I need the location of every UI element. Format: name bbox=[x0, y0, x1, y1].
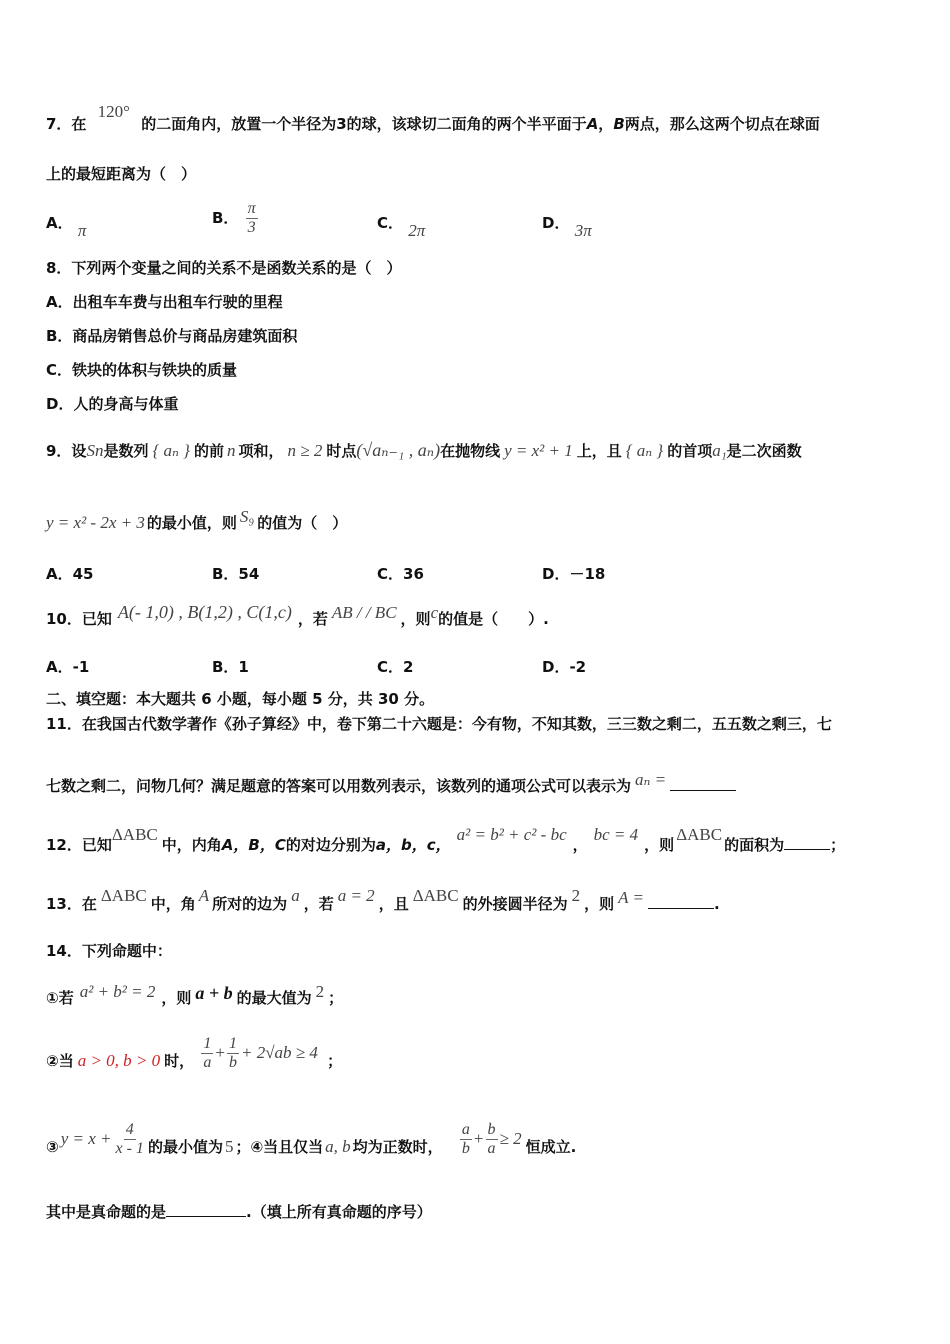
q10-text1: ，若 bbox=[297, 610, 328, 628]
section-2-heading: 二、填空题：本大题共 6 小题，每小题 5 分，共 30 分。 bbox=[46, 690, 435, 708]
q7-point-b: B bbox=[613, 115, 625, 133]
q14-final-end: .（填上所有真命题的序号） bbox=[246, 1203, 432, 1221]
q13-radius: 2 bbox=[571, 886, 581, 905]
q9-n: n bbox=[226, 441, 236, 460]
q9-number: 9．设 bbox=[46, 442, 87, 460]
q7-option-d bbox=[542, 212, 592, 240]
q14-p4-frac2-num: b bbox=[487, 1121, 496, 1138]
q9-line2 bbox=[46, 507, 348, 533]
q14-p2-frac2-den: b bbox=[229, 1054, 237, 1071]
q9-point: (√aₙ₋₁ , aₙ) bbox=[356, 440, 441, 460]
q9-text1: 是数列 bbox=[103, 442, 149, 460]
q14-final-text: 其中是真命题的是 bbox=[46, 1203, 167, 1221]
q10-option-a: A．-1 bbox=[46, 658, 90, 676]
q9-text3: 项和， bbox=[238, 442, 284, 460]
q14-p1-text2: 的最大值为 bbox=[236, 989, 312, 1007]
q7-option-b bbox=[212, 200, 260, 237]
q7-option-d-value: 3π bbox=[574, 221, 592, 240]
q9-a1: a₁ bbox=[712, 441, 727, 460]
q9-text5: 在抛物线 bbox=[440, 442, 501, 460]
q12-answer-blank[interactable] bbox=[784, 835, 830, 850]
q14-p2-frac2 bbox=[227, 1035, 239, 1072]
q13-side-a: a bbox=[291, 886, 300, 905]
q14-p2-frac1 bbox=[201, 1035, 213, 1072]
q13-text2: 所对的边为 bbox=[212, 895, 288, 913]
q14-p3-prefix: ③ bbox=[46, 1138, 59, 1156]
q14-p2-frac1-den: a bbox=[203, 1054, 212, 1071]
q7-number: 7．在 bbox=[46, 115, 87, 133]
q9-option-b: B．54 bbox=[212, 565, 260, 583]
q14-answer-blank[interactable] bbox=[166, 1202, 246, 1217]
q13-text4: ，且 bbox=[378, 895, 409, 913]
q13-text3: ，若 bbox=[303, 895, 334, 913]
q13-angle-a: A bbox=[198, 886, 210, 905]
q13-text1: 中，角 bbox=[150, 895, 196, 913]
q13-triangle: ΔABC bbox=[100, 886, 147, 905]
q7-comma: ， bbox=[598, 115, 614, 133]
q12-end: ； bbox=[830, 836, 846, 854]
q9-text9: 的最小值，则 bbox=[146, 514, 237, 532]
q14-final bbox=[46, 1202, 432, 1222]
q9-an-set-2: { aₙ } bbox=[625, 441, 664, 460]
q14-prop1 bbox=[46, 982, 344, 1008]
q12-text2: 的对边分别为 bbox=[285, 836, 376, 854]
q14-p2-frac2-num: 1 bbox=[229, 1035, 237, 1052]
q14-p1-text: ，则 bbox=[161, 989, 192, 1007]
q7-option-c-value: 2π bbox=[408, 221, 426, 240]
q7-line1 bbox=[46, 102, 820, 134]
q7-option-b-numerator: π bbox=[247, 200, 256, 217]
q7-option-c bbox=[377, 212, 426, 240]
q12-number: 12．已知 bbox=[46, 836, 112, 854]
q8-option-b: B．商品房销售总价与商品房建筑面积 bbox=[46, 327, 298, 345]
q7-text2: 的球，该球切二面角的两个半平面于 bbox=[346, 115, 587, 133]
q7-option-a bbox=[46, 212, 87, 240]
q12-separator: ， bbox=[572, 836, 588, 854]
q8-option-a: A．出租车车费与出租车行驶的里程 bbox=[46, 293, 283, 311]
q8-stem: 8．下列两个变量之间的关系不是函数关系的是（ ） bbox=[46, 259, 402, 277]
q14-p3-text3: 均为正数时， bbox=[352, 1138, 443, 1156]
q9-text4: 时点 bbox=[326, 442, 357, 460]
q9-sn: Sn bbox=[86, 441, 104, 460]
q7-angle: 120° bbox=[97, 102, 130, 121]
q9-s9: S₉ bbox=[239, 507, 255, 526]
q8-option-c: C．铁块的体积与铁块的质量 bbox=[46, 361, 238, 379]
q9-text10: 的值为（ ） bbox=[257, 514, 348, 532]
q14-p3-frac-num: 4 bbox=[125, 1121, 134, 1138]
q14-p1-prefix: ①若 bbox=[46, 989, 74, 1007]
q9-text2: 的前 bbox=[193, 442, 224, 460]
q9-quadratic: y = x² - 2x + 3 bbox=[46, 513, 145, 532]
q14-p4-end: 恒成立. bbox=[525, 1138, 577, 1156]
q14-p2-frac1-num: 1 bbox=[203, 1035, 212, 1052]
q8-option-d: D．人的身高与体重 bbox=[46, 395, 179, 413]
q14-p4-frac2 bbox=[486, 1121, 498, 1158]
q13-number: 13．在 bbox=[46, 895, 97, 913]
q13-text6: ，则 bbox=[584, 895, 615, 913]
q14-p1-value: 2 bbox=[315, 982, 325, 1001]
q10-c: c bbox=[430, 603, 439, 622]
q7-line2: 上的最短距离为（ ） bbox=[46, 165, 197, 183]
q14-p1-sum: a + b bbox=[195, 983, 233, 1003]
q9-text8: 是二次函数 bbox=[726, 442, 802, 460]
q14-p4-frac2-den: a bbox=[487, 1140, 496, 1157]
q12-sides: a，b，c， bbox=[375, 836, 451, 854]
q10-option-c: C．2 bbox=[377, 658, 414, 676]
q14-p2-end: ； bbox=[327, 1052, 343, 1070]
q7-text3: 两点，那么这两个切点在球面 bbox=[624, 115, 820, 133]
q7-option-b-label: B． bbox=[212, 209, 239, 227]
q13-line bbox=[46, 886, 720, 914]
q12-equation1: a² = b² + c² - bc bbox=[456, 825, 567, 844]
q7-option-b-denominator: 3 bbox=[247, 219, 256, 236]
q9-an-set: { aₙ } bbox=[152, 441, 190, 460]
q14-p3-text: 的最小值为 bbox=[147, 1138, 223, 1156]
q13-end: . bbox=[713, 895, 720, 913]
q9-option-a: A．45 bbox=[46, 565, 94, 583]
q7-option-c-label: C． bbox=[377, 214, 404, 232]
q9-option-d: D．－18 bbox=[542, 565, 606, 583]
q7-option-a-value: π bbox=[77, 221, 87, 240]
q14-p1-end: ； bbox=[328, 989, 344, 1007]
q10-points: A(- 1,0) , B(1,2) , C(1,c) bbox=[117, 602, 292, 622]
q12-triangle: ΔABC bbox=[111, 825, 158, 844]
q9-text7: 的首项 bbox=[667, 442, 713, 460]
q14-p3-y: y = x + bbox=[60, 1129, 112, 1148]
q14-prop2: ②当 a > 0, b > 0 时， $\frac{1}{a}$ + $\frac{1}{b}$ + 2√ab ≥ 4 ； bbox=[46, 1035, 343, 1071]
q10-text2: ，则 bbox=[400, 610, 431, 628]
q14-p4-rest: ≥ 2 bbox=[499, 1129, 522, 1148]
q14-p4-frac1-den: b bbox=[461, 1140, 470, 1157]
q7-point-a: A bbox=[586, 115, 599, 133]
q9-option-c: C．36 bbox=[377, 565, 424, 583]
q12-angles: A，B，C bbox=[221, 836, 286, 854]
q10-condition: AB / / BC bbox=[331, 603, 397, 622]
q13-answer-blank[interactable] bbox=[648, 894, 714, 909]
q14-p2-condition: a > 0, b > 0 bbox=[77, 1051, 161, 1070]
q14-p2-rest: + 2√ab ≥ 4 bbox=[241, 1043, 318, 1062]
q13-text5: 的外接圆半径为 bbox=[462, 895, 568, 913]
q12-text1: 中，内角 bbox=[161, 836, 222, 854]
q10-line bbox=[46, 602, 549, 629]
q14-p4-frac1 bbox=[460, 1121, 472, 1158]
q14-p2-prefix: ②当 bbox=[46, 1052, 74, 1070]
q14-prop3: ③ y = x + $\frac{4}{x - 1}$ 的最小值为 5 ；④当且仅当 a, b 均为正数时， $\frac{a}{b}$ + $\frac{b}{a}$ ≥ 2 恒成立. bbox=[46, 1121, 577, 1157]
q9-line1 bbox=[46, 440, 802, 461]
q10-number: 10．已知 bbox=[46, 610, 112, 628]
q13-triangle-2: ΔABC bbox=[412, 886, 459, 905]
q13-a-equals: A = bbox=[618, 888, 644, 907]
q14-p3-frac-den: x - 1 bbox=[115, 1140, 144, 1157]
q10-option-d: D．-2 bbox=[542, 658, 587, 676]
q14-stem: 14．下列命题中： bbox=[46, 942, 172, 960]
q14-p3-frac bbox=[114, 1121, 146, 1158]
q11-an: aₙ = bbox=[635, 770, 667, 789]
q7-option-a-label: A． bbox=[46, 214, 73, 232]
q7-radius: 3 bbox=[336, 115, 347, 133]
q12-text3: ，则 bbox=[644, 836, 675, 854]
q14-p3-text2: ；④当且仅当 bbox=[235, 1138, 324, 1156]
q12-line bbox=[46, 825, 846, 855]
q11-line1: 11．在我国古代数学著作《孙子算经》中，卷下第二十六题是：今有物，不知其数，三三数之剩二，五五数之剩三，七 bbox=[46, 715, 832, 733]
q12-equation2: bc = 4 bbox=[593, 825, 639, 844]
q14-p3-ab: a, b bbox=[325, 1137, 351, 1156]
q7-option-d-label: D． bbox=[542, 214, 570, 232]
q11-line2 bbox=[46, 770, 736, 796]
q7-text1: 的二面角内，放置一个半径为 bbox=[141, 115, 337, 133]
q12-text4: 的面积为 bbox=[724, 836, 785, 854]
q14-p4-frac1-num: a bbox=[461, 1121, 470, 1138]
q12-triangle-2: ΔABC bbox=[676, 825, 723, 844]
q9-text6: 上，且 bbox=[576, 442, 622, 460]
q9-parabola: y = x² + 1 bbox=[504, 441, 573, 460]
q10-text3: 的值是（ ）. bbox=[438, 610, 549, 628]
q14-p3-value: 5 bbox=[224, 1137, 234, 1156]
q10-option-b: B．1 bbox=[212, 658, 249, 676]
q11-answer-blank[interactable] bbox=[670, 776, 736, 791]
q14-p1-equation: a² + b² = 2 bbox=[79, 982, 156, 1001]
q13-equation: a = 2 bbox=[337, 886, 375, 905]
q14-p2-text: 时， bbox=[164, 1052, 195, 1070]
q11-line2-text: 七数之剩二，问物几何？满足题意的答案可以用数列表示，该数列的通项公式可以表示为 bbox=[46, 777, 632, 795]
q7-option-b-fraction bbox=[246, 200, 258, 237]
q9-condition: n ≥ 2 bbox=[287, 441, 323, 460]
